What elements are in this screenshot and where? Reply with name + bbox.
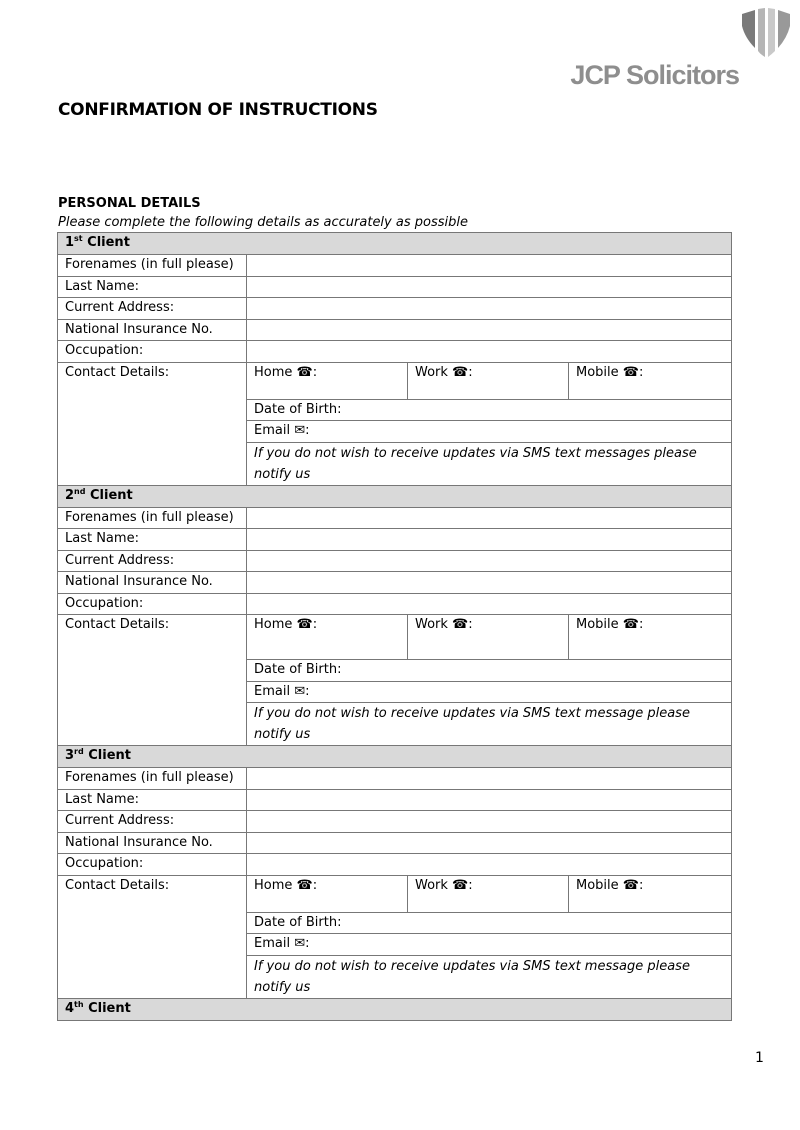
work-phone-field[interactable]: Work ☎: bbox=[408, 362, 569, 399]
form-row bbox=[58, 550, 732, 572]
client-heading bbox=[58, 746, 732, 768]
client-heading-label: Client bbox=[83, 748, 131, 763]
forenames-field[interactable] bbox=[247, 507, 732, 529]
contact-details-label: Contact Details: bbox=[58, 362, 247, 485]
form-row bbox=[58, 768, 732, 790]
client-2-header-row bbox=[58, 485, 732, 507]
contact-details-label: Contact Details: bbox=[58, 615, 247, 746]
form-row bbox=[58, 854, 732, 876]
last-name-label: Last Name: bbox=[58, 529, 247, 551]
mobile-phone-field[interactable]: Mobile ☎: bbox=[569, 362, 732, 399]
client-number: 1 bbox=[65, 235, 75, 250]
sms-opt-out-note: If you do not wish to receive updates via SMS text messages please notify us bbox=[247, 442, 732, 485]
occupation-label: Occupation: bbox=[58, 593, 247, 615]
current-address-field[interactable] bbox=[247, 298, 732, 320]
last-name-label: Last Name: bbox=[58, 789, 247, 811]
client-heading bbox=[58, 998, 732, 1020]
form-row bbox=[58, 298, 732, 320]
home-phone-field[interactable]: Home ☎: bbox=[247, 615, 408, 660]
mobile-phone-field[interactable]: Mobile ☎: bbox=[569, 875, 732, 912]
forenames-label: Forenames (in full please) bbox=[58, 768, 247, 790]
email-field[interactable]: Email ✉: bbox=[247, 681, 732, 703]
client-4-header-row bbox=[58, 998, 732, 1020]
client-details-form bbox=[57, 232, 732, 1021]
date-of-birth-field[interactable]: Date of Birth: bbox=[247, 399, 732, 421]
contact-phones-row bbox=[58, 362, 732, 399]
current-address-label: Current Address: bbox=[58, 811, 247, 833]
email-field[interactable]: Email ✉: bbox=[247, 421, 732, 443]
client-number: 4 bbox=[65, 1000, 75, 1016]
sms-opt-out-note: If you do not wish to receive updates via SMS text message please notify us bbox=[247, 955, 732, 998]
contact-details-label: Contact Details: bbox=[58, 875, 247, 998]
form-row bbox=[58, 789, 732, 811]
client-number-suffix: th bbox=[74, 999, 84, 1009]
national-insurance-field[interactable] bbox=[247, 572, 732, 594]
forenames-label: Forenames (in full please) bbox=[58, 507, 247, 529]
occupation-label: Occupation: bbox=[58, 854, 247, 876]
client-number-suffix: rd bbox=[74, 747, 84, 756]
client-number: 3 bbox=[65, 748, 75, 763]
date-of-birth-field[interactable]: Date of Birth: bbox=[247, 660, 732, 682]
work-phone-field[interactable]: Work ☎: bbox=[408, 875, 569, 912]
client-heading bbox=[58, 485, 732, 507]
occupation-field[interactable] bbox=[247, 341, 732, 363]
national-insurance-label: National Insurance No. bbox=[58, 572, 247, 594]
home-phone-field[interactable]: Home ☎: bbox=[247, 875, 408, 912]
form-row bbox=[58, 811, 732, 833]
forenames-field[interactable] bbox=[247, 255, 732, 277]
current-address-label: Current Address: bbox=[58, 550, 247, 572]
last-name-field[interactable] bbox=[247, 529, 732, 551]
client-1-header-row bbox=[58, 233, 732, 255]
national-insurance-label: National Insurance No. bbox=[58, 319, 247, 341]
instructions-text: Please complete the following details as accurately as possible bbox=[58, 215, 468, 230]
company-logo bbox=[570, 8, 796, 90]
form-row bbox=[58, 319, 732, 341]
client-heading-label: Client bbox=[85, 487, 133, 503]
section-title: PERSONAL DETAILS bbox=[58, 196, 201, 211]
form-row bbox=[58, 341, 732, 363]
national-insurance-label: National Insurance No. bbox=[58, 832, 247, 854]
shield-logo-icon bbox=[741, 8, 791, 58]
form-row bbox=[58, 529, 732, 551]
form-row bbox=[58, 593, 732, 615]
last-name-label: Last Name: bbox=[58, 276, 247, 298]
document-title: CONFIRMATION OF INSTRUCTIONS bbox=[58, 100, 378, 120]
form-row bbox=[58, 572, 732, 594]
client-number-suffix: st bbox=[74, 234, 83, 243]
forenames-field[interactable] bbox=[247, 768, 732, 790]
sms-opt-out-note: If you do not wish to receive updates via SMS text message please notify us bbox=[247, 703, 732, 746]
current-address-label: Current Address: bbox=[58, 298, 247, 320]
form-row bbox=[58, 507, 732, 529]
form-row bbox=[58, 276, 732, 298]
contact-phones-row bbox=[58, 875, 732, 912]
work-phone-field[interactable]: Work ☎: bbox=[408, 615, 569, 660]
occupation-label: Occupation: bbox=[58, 341, 247, 363]
logo-text: JCP Solicitors bbox=[570, 60, 739, 90]
client-heading-label: Client bbox=[83, 1000, 131, 1016]
client-number-suffix: nd bbox=[74, 486, 86, 496]
mobile-phone-field[interactable]: Mobile ☎: bbox=[569, 615, 732, 660]
client-number: 2 bbox=[65, 487, 75, 503]
contact-phones-row bbox=[58, 615, 732, 660]
last-name-field[interactable] bbox=[247, 276, 732, 298]
form-row bbox=[58, 832, 732, 854]
client-heading bbox=[58, 233, 732, 255]
client-3-header-row bbox=[58, 746, 732, 768]
email-field[interactable]: Email ✉: bbox=[247, 934, 732, 956]
home-phone-field[interactable]: Home ☎: bbox=[247, 362, 408, 399]
national-insurance-field[interactable] bbox=[247, 319, 732, 341]
page-number: 1 bbox=[755, 1050, 764, 1066]
occupation-field[interactable] bbox=[247, 593, 732, 615]
date-of-birth-field[interactable]: Date of Birth: bbox=[247, 912, 732, 934]
client-heading-label: Client bbox=[82, 235, 130, 250]
last-name-field[interactable] bbox=[247, 789, 732, 811]
form-row bbox=[58, 255, 732, 277]
forenames-label: Forenames (in full please) bbox=[58, 255, 247, 277]
current-address-field[interactable] bbox=[247, 550, 732, 572]
national-insurance-field[interactable] bbox=[247, 832, 732, 854]
current-address-field[interactable] bbox=[247, 811, 732, 833]
occupation-field[interactable] bbox=[247, 854, 732, 876]
